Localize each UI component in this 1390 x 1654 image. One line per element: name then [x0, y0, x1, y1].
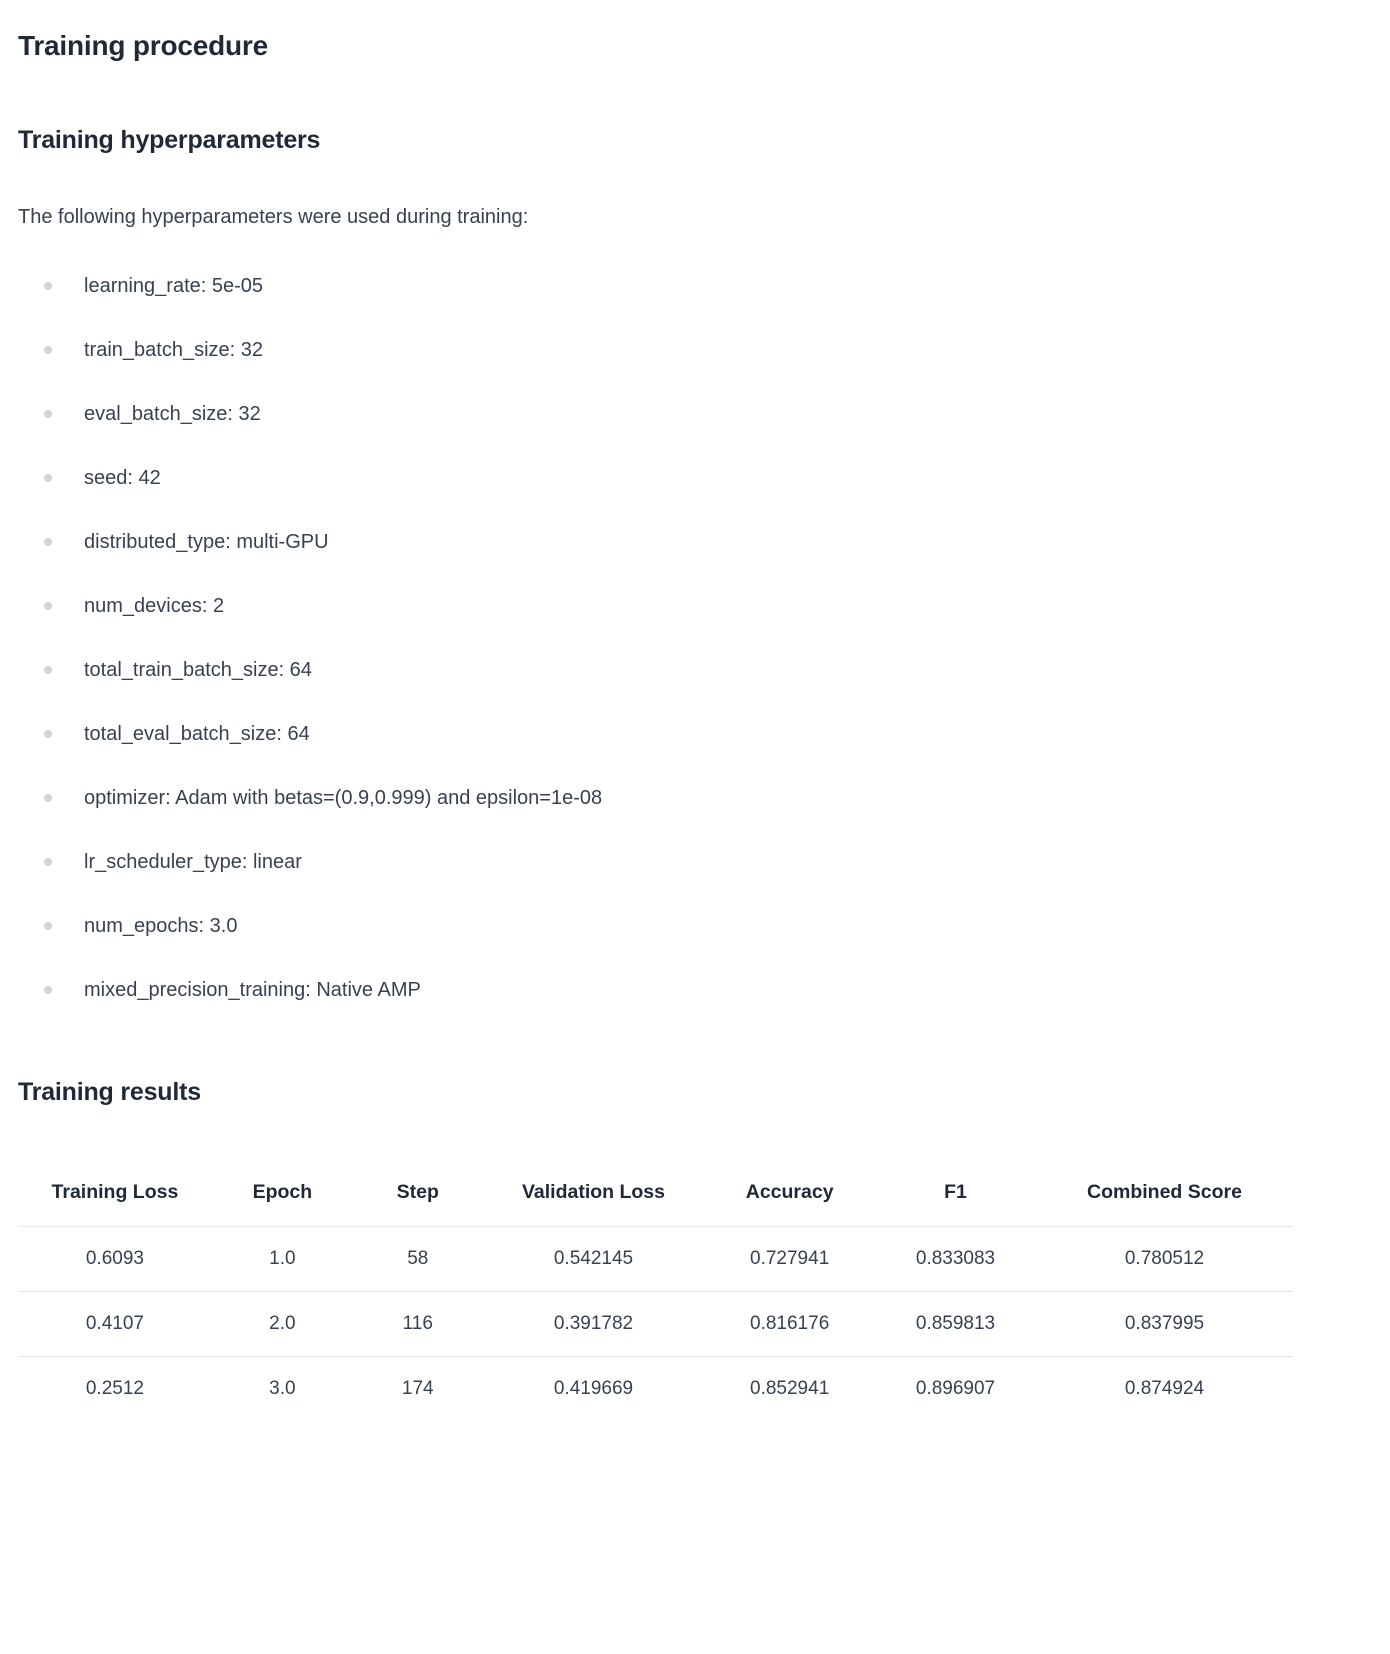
bullet-icon — [44, 346, 52, 354]
table-row — [18, 1356, 1293, 1421]
list-item-label: total_eval_batch_size: 64 — [84, 723, 310, 746]
list-item-label: mixed_precision_training: Native AMP — [84, 979, 421, 1002]
bullet-icon — [44, 922, 52, 930]
table-column-header: Step — [396, 1180, 439, 1203]
list-item-label: num_devices: 2 — [84, 595, 225, 618]
table-cell: 0.874924 — [1036, 1356, 1293, 1421]
table-cell: 0.391782 — [483, 1291, 705, 1356]
table-cell: 0.4107 — [18, 1291, 212, 1356]
bullet-icon — [44, 474, 52, 482]
list-item-label: total_train_batch_size: 64 — [84, 659, 312, 682]
bullet-icon — [44, 666, 52, 674]
table-cell: 0.6093 — [18, 1226, 212, 1291]
bullet-icon — [44, 858, 52, 866]
page-title: Training procedure — [18, 30, 268, 61]
bullet-icon — [44, 602, 52, 610]
table-column-header: Accuracy — [745, 1180, 834, 1203]
list-item-label: num_epochs: 3.0 — [84, 915, 238, 938]
list-item — [18, 783, 1372, 813]
table-cell: 0.780512 — [1036, 1226, 1293, 1291]
list-item — [18, 591, 1372, 621]
list-item-label: distributed_type: multi-GPU — [84, 531, 329, 554]
list-item-label: optimizer: Adam with betas=(0.9,0.999) and epsilon=1e-08 — [84, 787, 603, 810]
table-cell: 0.542145 — [483, 1226, 705, 1291]
table-cell: 0.2512 — [18, 1356, 212, 1421]
table-header — [18, 1171, 1293, 1227]
training-results-table-wrapper — [18, 1171, 1372, 1421]
list-item-label: lr_scheduler_type: linear — [84, 851, 302, 874]
list-item-label: eval_batch_size: 32 — [84, 403, 261, 426]
table-cell: 0.419669 — [483, 1356, 705, 1421]
section-heading-training-results: Training results — [18, 1078, 201, 1107]
list-item — [18, 271, 1372, 301]
table-row — [18, 1226, 1293, 1291]
table-body — [18, 1226, 1293, 1421]
list-item — [18, 463, 1372, 493]
table-cell: 0.833083 — [875, 1226, 1036, 1291]
table-cell: 2.0 — [212, 1291, 353, 1356]
table-header-row — [18, 1171, 1293, 1227]
list-item — [18, 335, 1372, 365]
list-item — [18, 399, 1372, 429]
bullet-icon — [44, 986, 52, 994]
table-cell: 116 — [353, 1291, 483, 1356]
table-column-header: Training Loss — [51, 1180, 179, 1203]
hyperparameters-intro-text: The following hyperparameters were used during training: — [18, 206, 529, 229]
bullet-icon — [44, 538, 52, 546]
hyperparameters-list — [18, 271, 1372, 1005]
table-row — [18, 1291, 1293, 1356]
list-item-label: seed: 42 — [84, 467, 161, 490]
bullet-icon — [44, 282, 52, 290]
table-cell: 0.727941 — [704, 1226, 875, 1291]
list-item-label: train_batch_size: 32 — [84, 339, 264, 362]
table-cell: 174 — [353, 1356, 483, 1421]
list-item — [18, 975, 1372, 1005]
table-cell: 0.852941 — [704, 1356, 875, 1421]
bullet-icon — [44, 410, 52, 418]
table-cell: 0.859813 — [875, 1291, 1036, 1356]
list-item — [18, 527, 1372, 557]
list-item — [18, 719, 1372, 749]
training-results-table — [18, 1171, 1293, 1421]
table-cell: 0.837995 — [1036, 1291, 1293, 1356]
table-cell: 3.0 — [212, 1356, 353, 1421]
table-column-header: Combined Score — [1087, 1180, 1242, 1203]
section-heading-hyperparameters: Training hyperparameters — [18, 126, 321, 154]
table-cell: 58 — [353, 1226, 483, 1291]
list-item-label: learning_rate: 5e-05 — [84, 275, 264, 298]
table-cell: 0.896907 — [875, 1356, 1036, 1421]
table-column-header: F1 — [944, 1180, 967, 1203]
table-cell: 0.816176 — [704, 1291, 875, 1356]
table-column-header: Epoch — [252, 1180, 313, 1203]
table-cell: 1.0 — [212, 1226, 353, 1291]
table-column-header: Validation Loss — [521, 1180, 665, 1203]
list-item — [18, 655, 1372, 685]
bullet-icon — [44, 730, 52, 738]
list-item — [18, 847, 1372, 877]
list-item — [18, 911, 1372, 941]
bullet-icon — [44, 794, 52, 802]
